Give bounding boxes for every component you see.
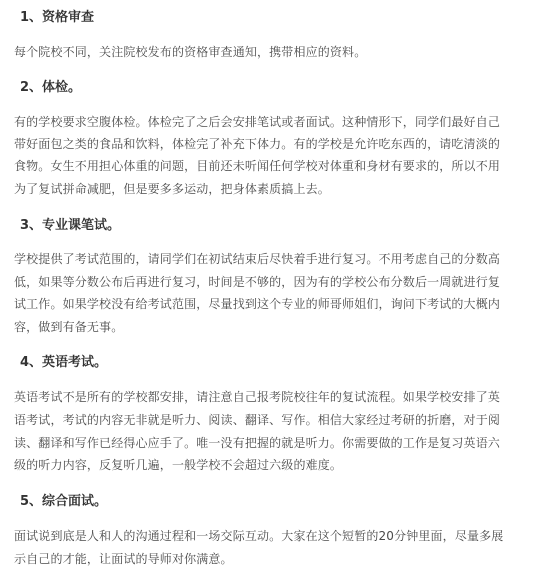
section-heading-interview: 5、综合面试。 [20,494,108,509]
paragraph-line: 每个院校不同，关注院校发布的资格审查通知，携带相应的资料。 [14,45,367,59]
section-heading-written-exam: 3、专业课笔试。 [20,218,121,233]
paragraph-line: 低，如果等分数公布后再进行复习，时间是不够的，因为有的学校公布分数后一周就进行复 [14,275,501,289]
paragraph-line: 有的学校要求空腹体检。体检完了之后会安排笔试或者面试。这种情形下，同学们最好自己 [14,115,501,129]
paragraph-line: 英语考试不是所有的学校都安排，请注意自己报考院校往年的复试流程。如果学校安排了英 [14,390,501,404]
paragraph-line: 为了复试拼命减肥，但是要多多运动，把身体素质搞上去。 [14,182,330,196]
paragraph-line: 读、翻译和写作已经得心应手了。唯一没有把握的就是听力。你需要做的工作是复习英语六 [14,436,501,450]
paragraph-line: 学校提供了考试范围的，请同学们在初试结束后尽快着手进行复习。不用考虑自己的分数高 [14,252,501,266]
paragraph-line: 试工作。如果学校没有给考试范围，尽量找到这个专业的师哥师姐们，询问下考试的大概内 [14,297,501,311]
paragraph-line: 容，做到有备无事。 [14,320,124,334]
section-heading-english-exam: 4、英语考试。 [20,355,108,370]
paragraph-line: 面试说到底是人和人的沟通过程和一场交际互动。大家在这个短暂的20分钟里面，尽量多展 [14,529,504,543]
paragraph-line: 食物。女生不用担心体重的问题，目前还未听闻任何学校对体重和身材有要求的，所以不用 [14,159,501,173]
paragraph-line: 语考试，考试的内容无非就是听力、阅读、翻译、写作。相信大家经过考研的折磨，对于阅 [14,413,501,427]
paragraph-line: 级的听力内容，反复听几遍，一般学校不会超过六级的难度。 [14,458,343,472]
paragraph-line: 示自己的才能，让面试的导师对你满意。 [14,552,233,566]
section-heading-qualification: 1、资格审查 [20,10,95,25]
paragraph-line: 带好面包之类的食品和饮料，体检完了补充下体力。有的学校是允许吃东西的，请吃清淡的 [14,137,501,151]
section-heading-physical-exam: 2、体检。 [20,80,82,95]
